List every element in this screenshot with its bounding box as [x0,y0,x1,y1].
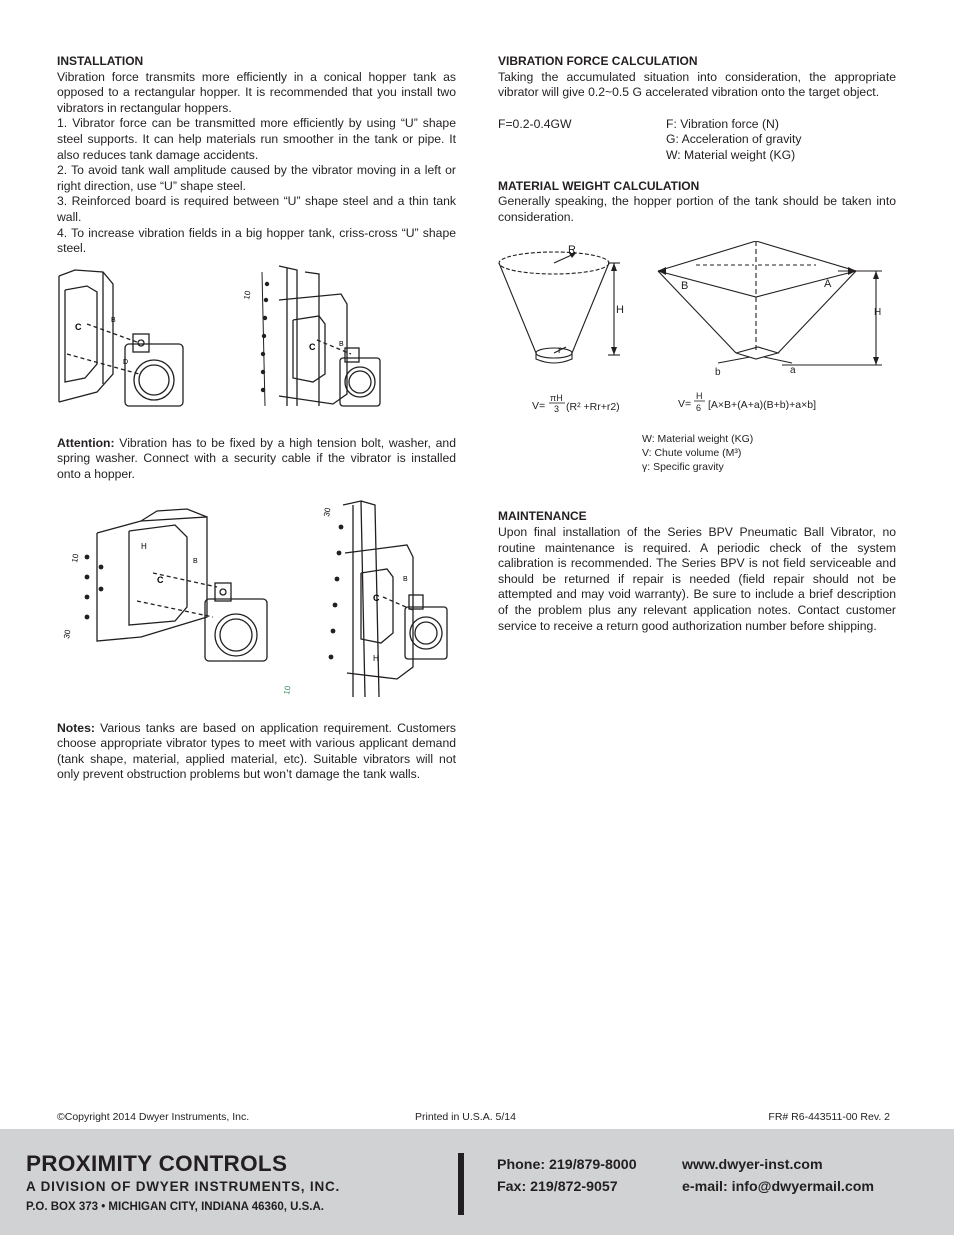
vibrator-mount-diagram-2 [57,497,456,697]
cone-formula-den: 3 [554,404,560,415]
cone-label-r-lower: r [558,345,562,357]
notes-paragraph [57,721,456,783]
phone-number: Phone: 219/879-8000 [497,1157,637,1173]
label-c-fig2-left: C [157,574,164,585]
volume-legend-v: V: Chute volume (M³) [642,447,742,460]
label-10-right: 10 [242,289,253,301]
pyramid-label-h: H [874,307,882,319]
installation-figure-2 [57,497,456,721]
notes-label: Notes: [57,720,95,735]
material-weight-heading: MATERIAL WEIGHT CALCULATION [498,178,700,193]
pyramid-formula-lhs: V= [678,398,692,411]
vibration-force-section [498,54,896,164]
printed-text: Printed in U.S.A. 5/14 [415,1111,516,1123]
cone-formula-lhs: V= [532,400,546,413]
footer-divider [458,1153,464,1215]
label-30-fig2-left: 30 [62,628,73,639]
label-c-right: C [309,341,316,352]
brand-division: A DIVISION OF DWYER INSTRUMENTS, INC. [26,1179,341,1194]
email-link[interactable]: e-mail: info@dwyermail.com [682,1179,875,1195]
volume-legend-gamma: γ: Specific gravity [642,461,724,474]
material-weight-section [498,179,896,226]
pyramid-formula-den: 6 [696,403,702,414]
legend-f: F: Vibration force (N) [666,116,779,131]
vibration-force-legend [666,117,801,164]
maintenance-heading: MAINTENANCE [498,509,587,524]
pyramid-label-a-upper: A [824,278,832,291]
pyramid-formula-num: H [696,391,703,402]
notes-text: Various tanks are based on application requirement. Customers choose appropriate vibrator types to meet with various applicant demand (tank shape, material, applied material, etc). Suitable vibrators will not only prevent obstruction problems but won’t damage the tank walls. [57,720,456,782]
attention-paragraph [57,436,456,483]
pyramid-label-b-lower: b [715,367,721,379]
form-number-text: FR# R6-443511-00 Rev. 2 [768,1111,890,1123]
attention-label: Attention: [57,435,115,450]
label-c-fig2-right: C [373,592,380,603]
left-column [57,54,456,783]
brand-name: PROXIMITY CONTROLS [26,1151,288,1176]
installation-item-4: 4. To increase vibration fields in a big hopper tank, criss-cross “U” shape steel. [57,225,456,256]
installation-heading: INSTALLATION [57,54,144,68]
legend-w: W: Material weight (KG) [666,147,796,162]
vibration-force-text: Taking the accumulated situation into consideration, the appropriate vibrator will give 0.2~0.5 G accelerated vibration onto the target object. [498,69,896,100]
installation-section [57,54,456,257]
label-b-left: B [111,316,116,324]
installation-intro: Vibration force transmits more efficiently in a conical hopper tank as opposed to a rectangular hopper. It is recommended that you install two vibrators in rectangular hoppers. [57,69,456,115]
label-10-fig2-right: 10 [282,684,293,695]
right-column [498,54,896,634]
installation-item-1: 1. Vibrator force can be transmitted more efficiently by using “U” shape steel supports. It can help materials run smoother in the tank or pipe. It also reduces tank damage accidents. [57,116,456,162]
cone-label-h: H [616,304,624,317]
footer-band [0,1129,954,1235]
installation-item-3: 3. Reinforced board is required between “U” shape steel and a thin tank wall. [57,194,456,224]
hopper-volume-figure [498,241,896,513]
label-c-left: C [75,321,82,332]
installation-figure-1 [57,264,456,436]
label-10-fig2-left: 10 [70,552,81,563]
label-h-left: H [141,541,147,551]
hopper-volume-diagram [498,241,896,503]
label-d-left: D [123,358,129,366]
pyramid-formula-rest: [A×B+(A+a)(B+b)+a×b] [708,399,816,412]
pyramid-label-b-upper: B [681,280,689,293]
cone-formula-num: πH [550,393,563,404]
vibration-force-formula-row [498,117,896,164]
material-weight-text: Generally speaking, the hopper portion of the tank should be taken into consideration. [498,194,896,224]
brand-address: P.O. BOX 373 • MICHIGAN CITY, INDIANA 46360, U.S.A. [26,1201,324,1213]
label-b-fig2-right: B [403,575,408,583]
cone-label-r-upper: R [568,244,576,257]
legend-g: G: Acceleration of gravity [666,132,802,147]
attention-text: Vibration has to be fixed by a high tension bolt, washer, and spring washer. Connect with a security cable if the vibrator is installed onto a hopper. [57,435,456,481]
vibration-force-formula: F=0.2-0.4GW [498,116,572,131]
copyright-text: ©Copyright 2014 Dwyer Instruments, Inc. [57,1111,250,1123]
vibration-force-heading: VIBRATION FORCE CALCULATION [498,54,698,68]
label-b-right: B [339,340,344,348]
maintenance-text: Upon final installation of the Series BPV Pneumatic Ball Vibrator, no routine maintenance is required. A periodic check of the system calibration is recommended. The Series BPV is not field serviceable and should be returned if repair is needed (field repair should not be attempted and may void warranty). Be sure to include a brief description of the problem plus any relevant application notes. Contact customer service to receive a return good authorization number before shipping. [498,524,896,633]
fax-number: Fax: 219/872-9057 [497,1179,618,1195]
label-h-fig2-right: H [373,653,379,663]
vibrator-mount-diagram-1 [57,264,456,414]
label-30-fig2-right: 30 [322,506,333,517]
website-link[interactable]: www.dwyer-inst.com [682,1157,823,1173]
volume-legend-w: W: Material weight (KG) [642,433,754,446]
installation-item-2: 2. To avoid tank wall amplitude caused by the vibrator moving in a left or right direction, use “U” shape steel. [57,163,456,193]
cone-formula-rest: (R² +Rr+r2) [566,401,620,414]
pyramid-label-a-lower: a [790,365,796,377]
label-b-fig2-left: B [193,557,198,565]
maintenance-section [498,509,896,634]
